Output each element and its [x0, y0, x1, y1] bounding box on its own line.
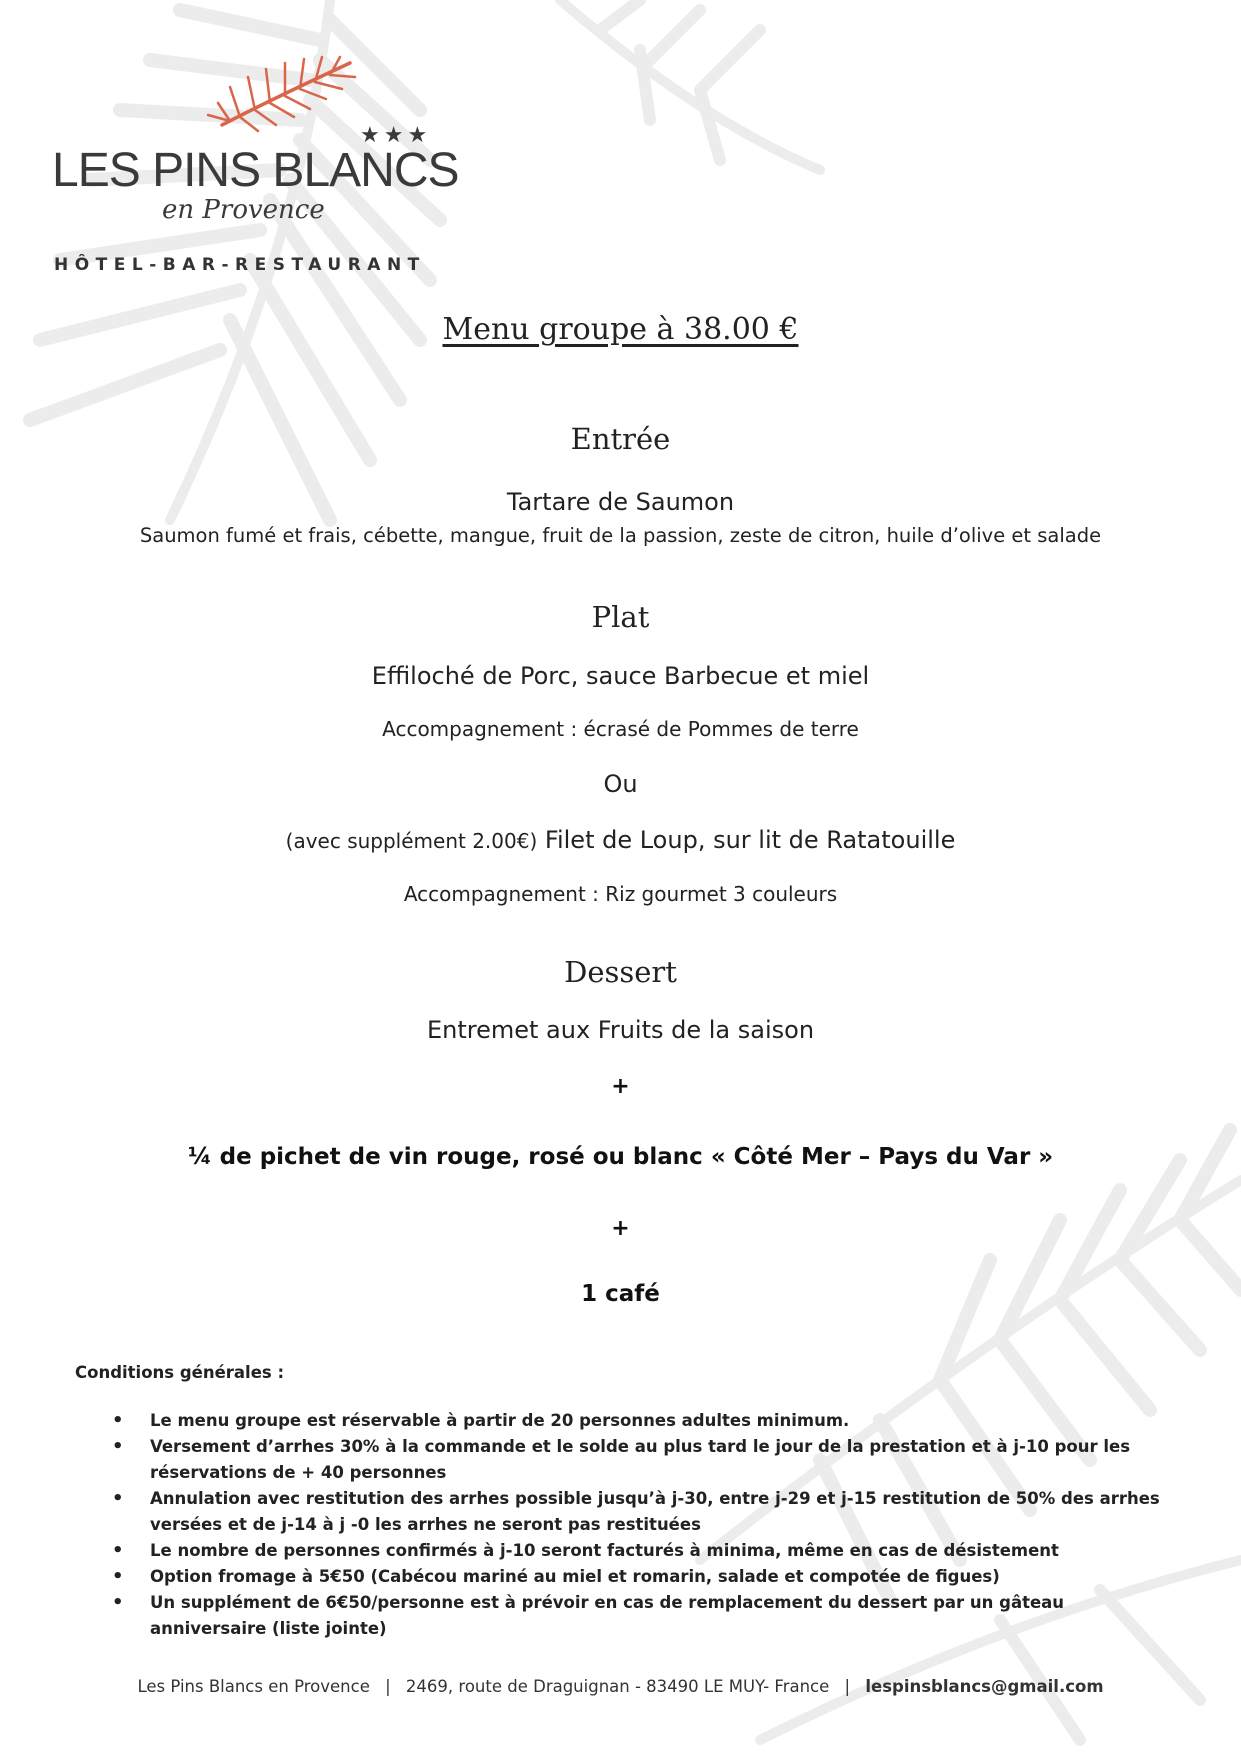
footer	[0, 1677, 1241, 1696]
conditions-item: • Option fromage à 5€50 (Cabécou mariné au miel et romarin, salade et compotée de figues)	[150, 1564, 1175, 1590]
coffee-line: 1 café	[581, 1281, 660, 1307]
conditions-list	[75, 1408, 1175, 1642]
footer-address: 2469, route de Draguignan - 83490 LE MUY- France	[405, 1677, 830, 1696]
footer-separator: |	[844, 1677, 851, 1696]
plat-or: Ou	[603, 770, 638, 798]
logo-subtitle: en Provence	[162, 195, 325, 225]
plus-sign-2: +	[611, 1216, 630, 1241]
plat-supplement: (avec supplément 2.00€)	[285, 829, 538, 853]
conditions-item: • Le nombre de personnes confirmés à j-10 seront facturés à minima, même en cas de désistement	[150, 1538, 1175, 1564]
conditions-item: • Annulation avec restitution des arrhes possible jusqu’à j-30, entre j-29 et j-15 restitution de 50% des arrhes versées et de j-14 à j -0 les arrhes ne seront pas restituées	[150, 1486, 1175, 1538]
footer-company: Les Pins Blancs en Provence	[137, 1677, 370, 1696]
plat-dish-2-line	[0, 826, 1241, 854]
conditions-item: • Le menu groupe est réservable à partir de 20 personnes adultes minimum.	[150, 1408, 1175, 1434]
logo-name: LES PINS BLANCS	[52, 144, 459, 197]
pine-branch-icon	[200, 55, 360, 135]
entree-dish: Tartare de Saumon	[506, 488, 735, 516]
wine-line: ¼ de pichet de vin rouge, rosé ou blanc « Côté Mer – Pays du Var »	[187, 1144, 1054, 1170]
three-stars-rating: ★★★	[360, 123, 432, 148]
logo-tagline: HÔTEL-BAR-RESTAURANT	[54, 255, 426, 275]
dessert-heading: Dessert	[564, 955, 677, 989]
plat-heading: Plat	[591, 600, 650, 634]
plat-side-1: Accompagnement : écrasé de Pommes de terre	[382, 717, 859, 741]
conditions-item: • Un supplément de 6€50/personne est à prévoir en cas de remplacement du dessert par un gâteau anniversaire (liste jointe)	[150, 1590, 1175, 1642]
entree-heading: Entrée	[570, 422, 671, 456]
hotel-logo	[50, 55, 470, 285]
conditions-item: • Versement d’arrhes 30% à la commande et le solde au plus tard le jour de la prestation et à j-10 pour les réservations de + 40 personnes	[150, 1434, 1175, 1486]
dessert-dish: Entremet aux Fruits de la saison	[426, 1016, 815, 1044]
plat-side-2: Accompagnement : Riz gourmet 3 couleurs	[403, 882, 838, 906]
general-conditions	[75, 1363, 1175, 1642]
menu-title: Menu groupe à 38.00 €	[442, 312, 799, 347]
plat-dish-2: Filet de Loup, sur lit de Ratatouille	[544, 826, 956, 854]
plat-dish-1: Effiloché de Porc, sauce Barbecue et miel	[371, 662, 870, 690]
footer-separator: |	[385, 1677, 391, 1696]
entree-description: Saumon fumé et frais, cébette, mangue, fruit de la passion, zeste de citron, huile d’olive et salade	[139, 524, 1102, 547]
plus-sign-1: +	[611, 1074, 630, 1099]
conditions-title: Conditions générales :	[75, 1363, 285, 1382]
footer-email: lespinsblancs@gmail.com	[865, 1677, 1104, 1696]
